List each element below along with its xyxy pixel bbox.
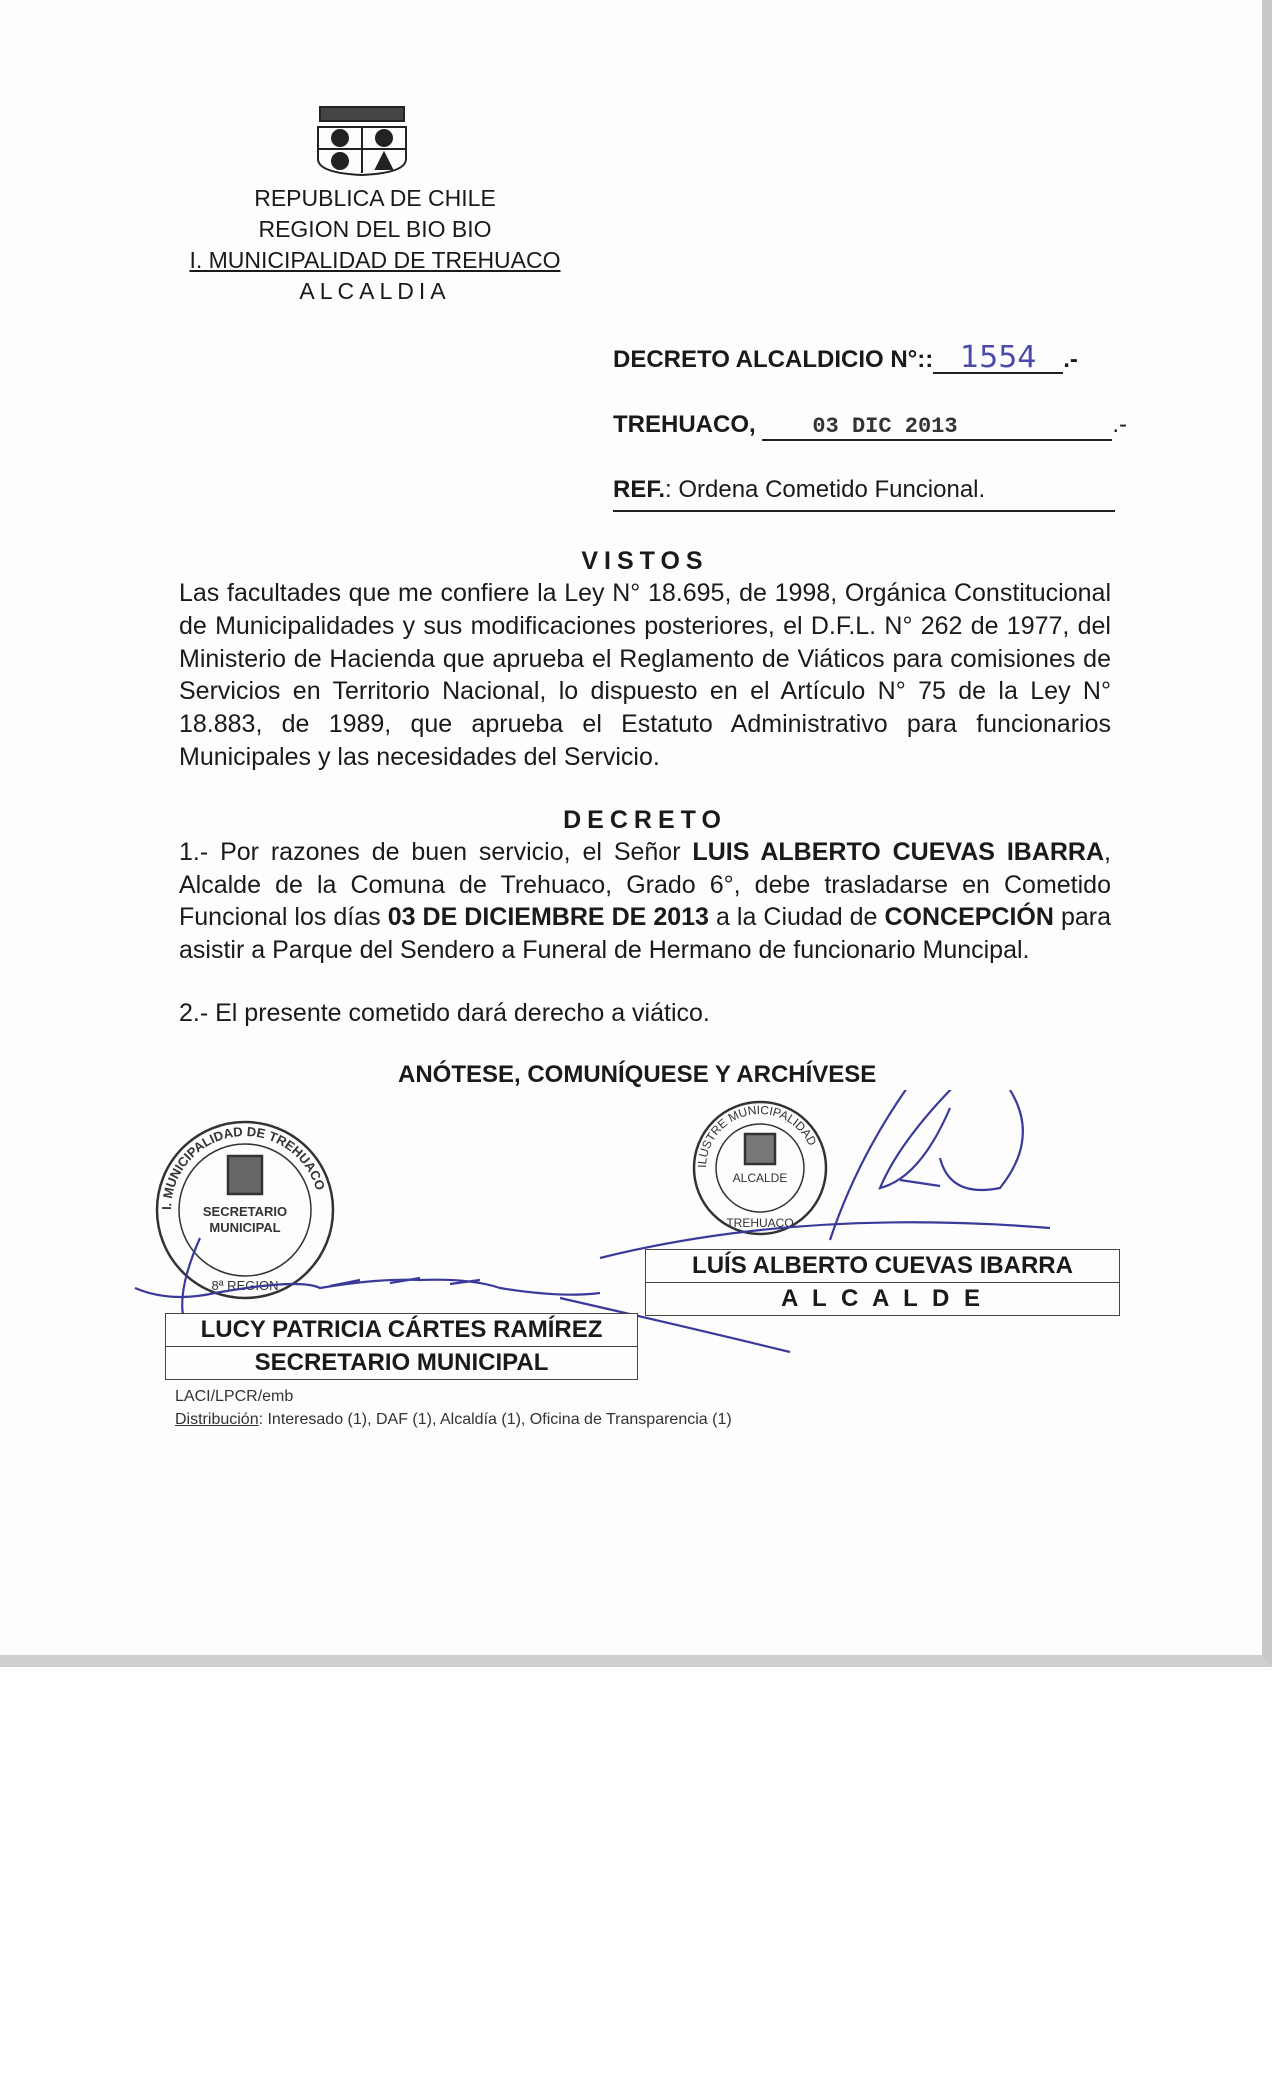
p1-text-a: 1.- Por razones de buen servicio, el Señor (179, 837, 693, 866)
distribution-line (175, 1408, 1111, 1431)
decreto-heading: DECRETO (563, 805, 727, 834)
secretary-stamp-center-2: MUNICIPAL (209, 1219, 281, 1235)
reference-line (613, 476, 1115, 512)
secretary-stamp-center-1: SECRETARIO (202, 1203, 288, 1219)
document-body (158, 545, 1111, 1431)
secretary-title: SECRETARIO MUNICIPAL (166, 1346, 637, 1379)
p1-date: 03 DE DICIEMBRE DE 2013 (387, 903, 709, 932)
initials: LACI/LPCR/emb (175, 1387, 294, 1405)
ref-text: : Ordena Cometido Funcional. (665, 476, 986, 503)
header-region: REGION DEL BIO BIO (258, 216, 492, 242)
svg-text:I. MUNICIPALIDAD DE TREHUACO (159, 1124, 328, 1210)
decree-number-suffix: .- (1063, 346, 1078, 373)
header-country: REPUBLICA DE CHILE (254, 185, 496, 211)
secretary-signature-box (165, 1313, 638, 1380)
secretary-stamp-ring-text: I. MUNICIPALIDAD DE TREHUACO (158, 1123, 329, 1210)
mayor-stamp-bottom: TREHUACO (726, 1215, 794, 1230)
p1-city: CONCEPCIÓN (884, 903, 1054, 932)
signature-section (0, 1090, 1275, 1376)
mayor-title: A L C A L D E (646, 1282, 1119, 1315)
decree-number-line (613, 340, 1078, 375)
header-block (175, 183, 575, 307)
decreto-paragraph-1 (179, 836, 1111, 967)
ref-label: REF. (613, 476, 666, 503)
p1-text-c: a la Ciudad de (708, 903, 885, 932)
place-label: TREHUACO, (613, 411, 756, 438)
date-stamp: 03 DIC 2013 (762, 414, 1112, 441)
vistos-paragraph: Las facultades que me confiere la Ley N° 18.695, de 1998, Orgánica Constitucional de Municipalidades y sus modificaciones posteriores, el D.F.L. N° 262 de 1977, del Ministerio de Hacienda que aprueba el Reglamento de Viáticos para comisiones de Servicios en Territorio Nacional, lo dispuesto en el Artículo N° 75 de la Ley N° 18.883, de 1989, que aprueba el Estatuto Administrativo para funcionarios Municipales y las necesidades del Servicio. (179, 579, 1111, 771)
header-municipality: I. MUNICIPALIDAD DE TREHUACO (189, 247, 561, 273)
vistos-heading: VISTOS (581, 547, 709, 575)
p1-text-b: , Alcalde de la Comuna de Trehuaco, Grado 6°, debe trasladarse en Cometido Funcional los días (179, 837, 1111, 932)
decreto-paragraph-2: 2.- El presente cometido dará derecho a viático. (179, 998, 710, 1027)
mayor-stamp-center: ALCALDE (732, 1170, 788, 1185)
secretary-stamp-bottom: 8ª REGION (211, 1277, 279, 1293)
distribution-text: : Interesado (1), DAF (1), Alcaldía (1), Oficina de Transparencia (1) (258, 1410, 732, 1428)
p1-text-d: para asistir a Parque del Sendero a Funeral de Hermano de funcionario Muncipal. (179, 903, 1111, 965)
mayor-signature-box (645, 1249, 1120, 1316)
footer (175, 1385, 1111, 1431)
date-suffix: .- (1112, 411, 1128, 438)
header-office: ALCALDIA (299, 278, 451, 304)
mayor-stamp-ring-text: ILUSTRE MUNICIPALIDAD (694, 1102, 820, 1168)
decree-number-label: DECRETO ALCALDICIO N°:: (613, 346, 934, 373)
mayor-stamp (694, 1102, 826, 1234)
secretary-name: LUCY PATRICIA CÁRTES RAMÍREZ (200, 1315, 603, 1343)
coat-of-arms-logo (0, 0, 1275, 200)
secretary-stamp (157, 1122, 333, 1298)
date-line (613, 411, 1127, 441)
mayor-name: LUÍS ALBERTO CUEVAS IBARRA (692, 1251, 1073, 1279)
svg-text:ILUSTRE MUNICIPALIDAD (695, 1103, 820, 1168)
closing-formula: ANÓTESE, COMUNÍQUESE Y ARCHÍVESE (398, 1060, 877, 1088)
decree-number-handwritten: 1554 (933, 344, 1063, 374)
distribution-label: Distribución (175, 1410, 259, 1428)
p1-person-name: LUIS ALBERTO CUEVAS IBARRA (692, 837, 1105, 866)
